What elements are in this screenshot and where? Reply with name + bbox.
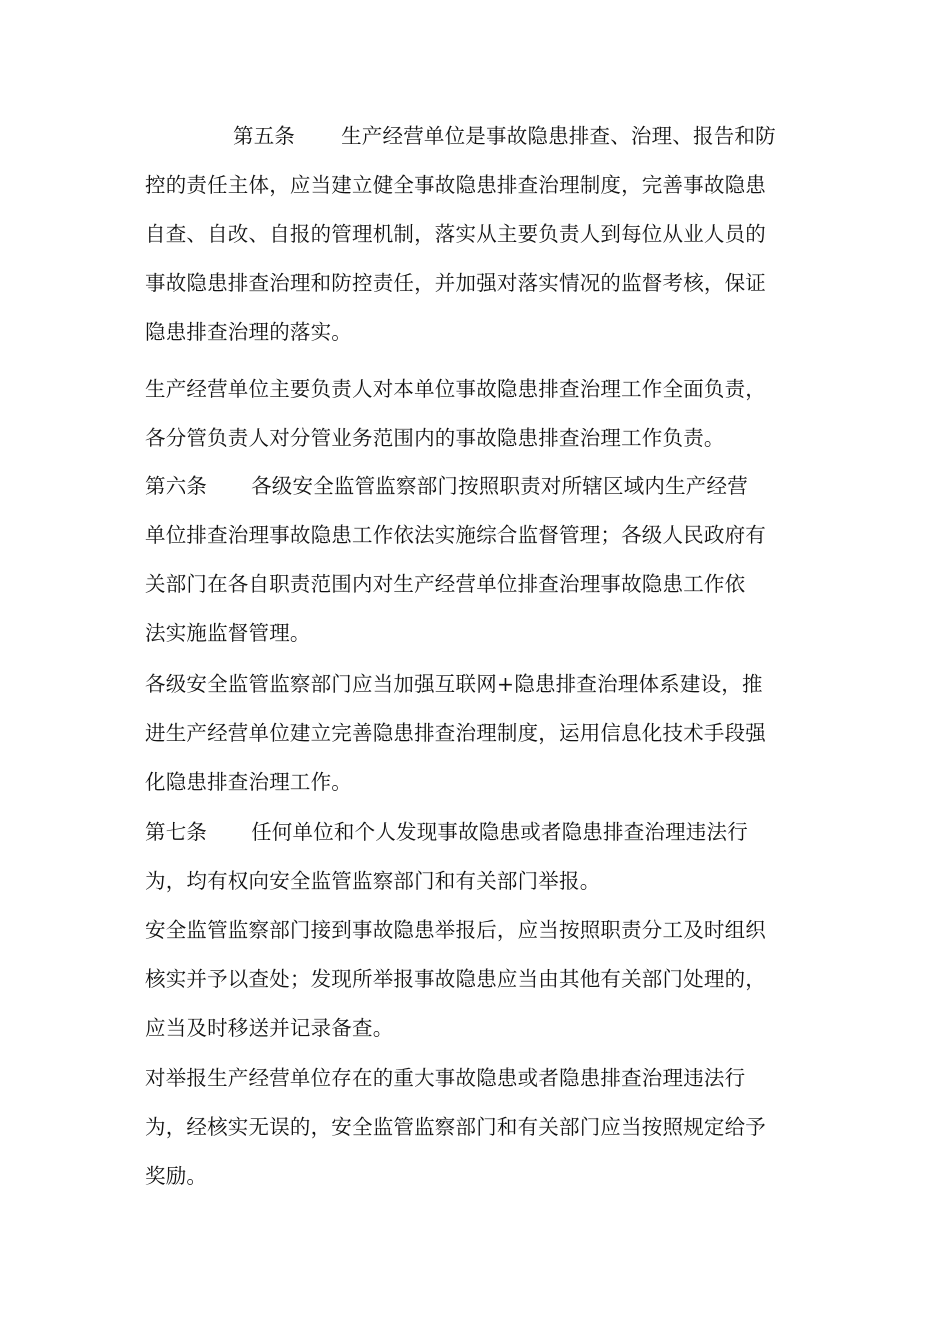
text-line: 单位排查治理事故隐患工作依法实施综合监督管理；各级人民政府有 [145, 523, 766, 547]
article-number: 第七条 [145, 820, 208, 844]
text-line: 进生产经营单位建立完善隐患排查治理制度，运用信息化技术手段强 [145, 721, 766, 745]
text-segment: 生产经营单位是事故隐患排查、治理、报告和防 [341, 124, 776, 148]
article-7-paragraph-3 [145, 1054, 805, 1201]
text-line [145, 808, 805, 857]
article-5-paragraph-2 [145, 365, 805, 463]
text-line: 化隐患排查治理工作。 [145, 770, 352, 794]
text-line: 安全监管监察部门接到事故隐患举报后，应当按照职责分工及时组织 [145, 918, 766, 942]
text-line: 控的责任主体，应当建立健全事故隐患排查治理制度，完善事故隐患 [145, 173, 766, 197]
text-line: 核实并予以查处；发现所举报事故隐患应当由其他有关部门处理的， [145, 967, 766, 991]
text-segment: 各级安全监管监察部门按照职责对所辖区域内生产经营 [251, 474, 748, 498]
text-line: 法实施监督管理。 [145, 621, 311, 645]
article-number: 第五条 [233, 124, 296, 148]
article-6-paragraph [145, 462, 805, 658]
article-6-paragraph-2 [145, 660, 805, 807]
text-line: 各分管负责人对分管业务范围内的事故隐患排查治理工作负责。 [145, 426, 725, 450]
article-7-paragraph-2 [145, 906, 805, 1053]
article-7-paragraph [145, 808, 805, 906]
text-line: 自查、自改、自报的管理机制，落实从主要负责人到每位从业人员的 [145, 222, 766, 246]
text-line: 生产经营单位主要负责人对本单位事故隐患排查治理工作全面负责， [145, 377, 766, 401]
text-line: 应当及时移送并记录备查。 [145, 1016, 394, 1040]
article-number: 第六条 [145, 474, 208, 498]
text-line: 为，均有权向安全监管监察部门和有关部门举报。 [145, 869, 601, 893]
text-line: 关部门在各自职责范围内对生产经营单位排查治理事故隐患工作依 [145, 572, 746, 596]
article-5-paragraph [145, 112, 805, 357]
text-line: 各级安全监管监察部门应当加强互联网+隐患排查治理体系建设，推 [145, 672, 763, 696]
text-line [145, 112, 805, 161]
text-line: 事故隐患排查治理和防控责任，并加强对落实情况的监督考核，保证 [145, 271, 766, 295]
text-line [145, 462, 805, 511]
text-segment: 任何单位和个人发现事故隐患或者隐患排查治理违法行 [251, 820, 748, 844]
text-line: 奖励。 [145, 1164, 208, 1188]
text-line: 隐患排查治理的落实。 [145, 320, 352, 344]
text-line: 为，经核实无误的，安全监管监察部门和有关部门应当按照规定给予 [145, 1115, 766, 1139]
text-line: 对举报生产经营单位存在的重大事故隐患或者隐患排查治理违法行 [145, 1066, 746, 1090]
